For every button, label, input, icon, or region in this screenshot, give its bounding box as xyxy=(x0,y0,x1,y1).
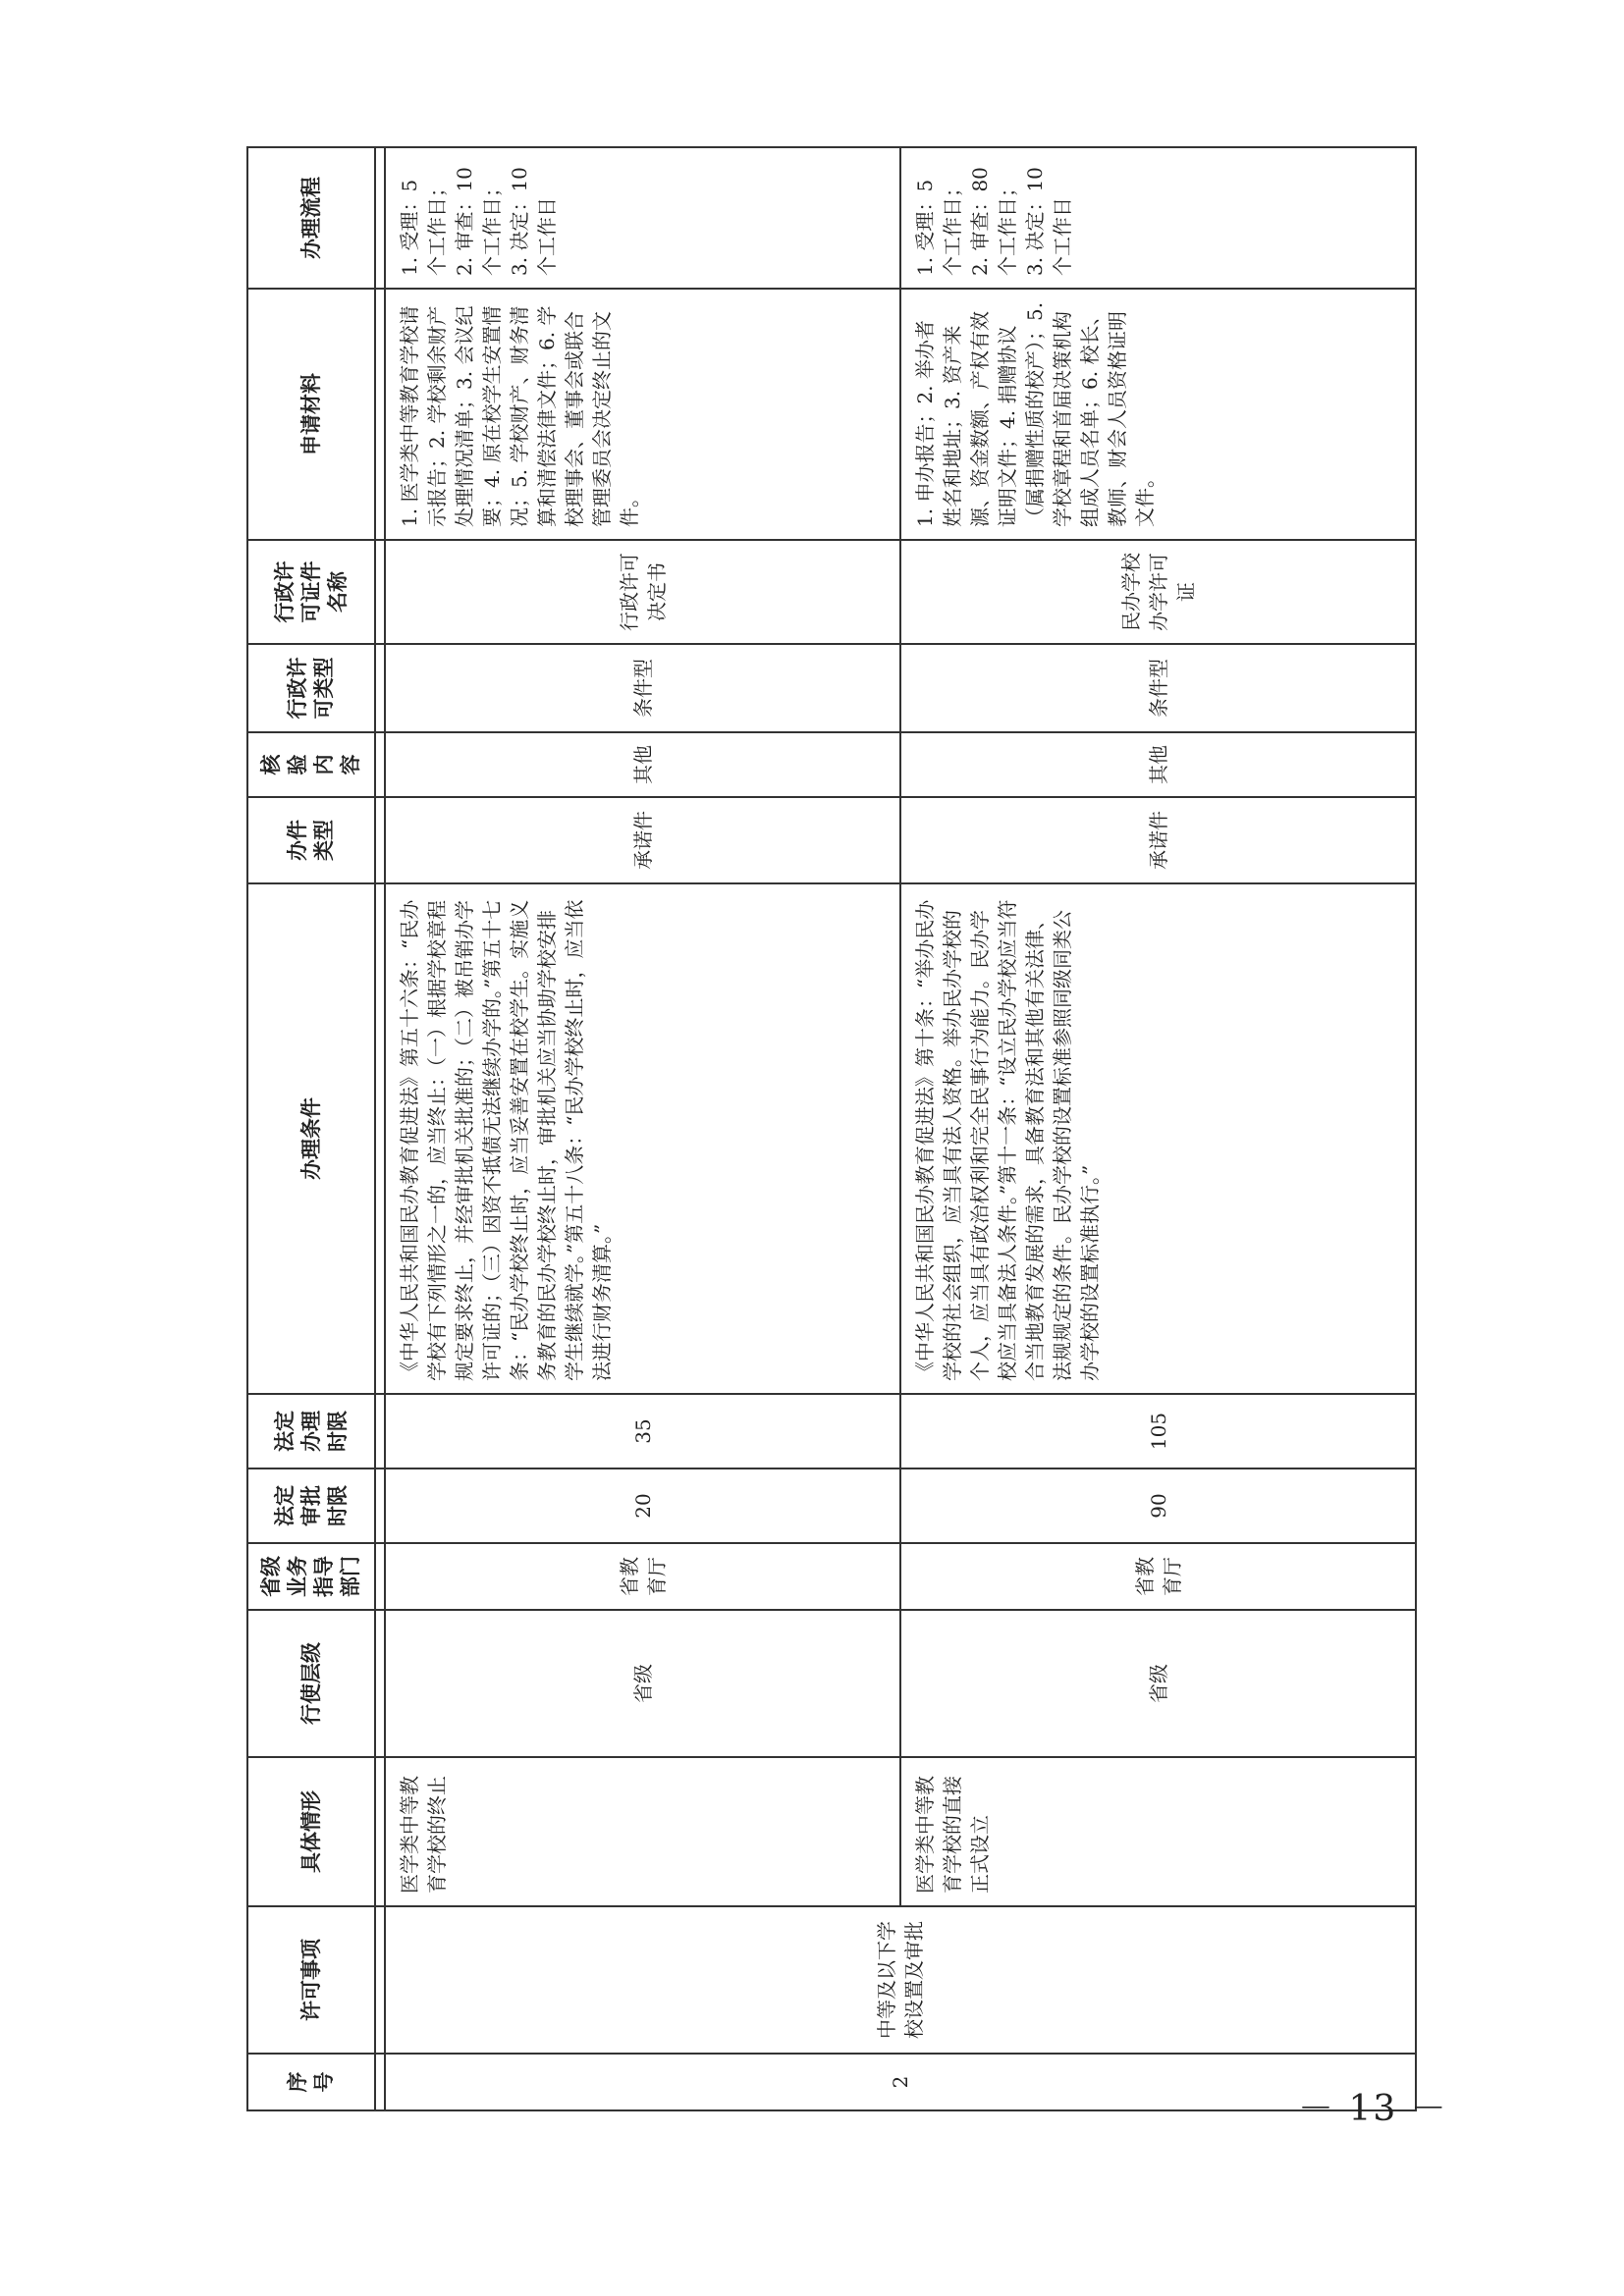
header-process-limit: 法定办理时限 xyxy=(247,1394,375,1468)
row-materials: 1. 申办报告；2. 举办者姓名和地址；3. 资产来源、资金数额、产权有效证明文件；4. 捐赠协议（属捐赠性质的校产）；5. 学校章程和首届决策机构组成人员名单；6. 校长、教师、财会人员资格证明文件。 xyxy=(900,289,1416,540)
row-situation: 医学类中等教育学校的直接正式设立 xyxy=(900,1757,1416,1906)
row-verify: 其他 xyxy=(900,732,1416,797)
header-materials: 申请材料 xyxy=(247,289,375,540)
table-spacer-row xyxy=(375,147,385,2110)
header-permit-type: 行政许可类型 xyxy=(247,644,375,732)
table-header-row xyxy=(247,147,375,2110)
row-level: 省级 xyxy=(385,1610,900,1757)
header-situation: 具体情形 xyxy=(247,1757,375,1906)
header-item: 许可事项 xyxy=(247,1906,375,2054)
row-situation: 医学类中等教育学校的终止 xyxy=(385,1757,900,1906)
header-cert-name: 行政许可证件名称 xyxy=(247,540,375,644)
row-flow: 1. 受理：5 个工作日；2. 审查：80 个工作日；3. 决定：10 个工作日 xyxy=(900,147,1416,289)
header-conditions: 办理条件 xyxy=(247,883,375,1394)
row-approval-limit: 90 xyxy=(900,1468,1416,1543)
table-row xyxy=(385,147,900,2110)
row-flow: 1. 受理：5 个工作日；2. 审查：10 个工作日；3. 决定：10 个工作日 xyxy=(385,147,900,289)
row-level: 省级 xyxy=(900,1610,1416,1757)
row-item: 中等及以下学校设置及审批 xyxy=(385,1906,1416,2054)
permit-table-rotated xyxy=(246,167,1385,2111)
row-conditions: 《中华人民共和国民办教育促进法》第十条：“举办民办学校的社会组织，应当具有法人资格。举办民办学校的个人，应当具有政治权利和完全民事行为能力。民办学校应当具备法人条件。”第十一条：“设立民办学校应当符合当地教育发展的需求，具备教育法和其他有关法律、法规规定的条件。民办学校的设置标准参照同级同类公办学校的设置标准执行。” xyxy=(900,883,1416,1394)
row-approval-limit: 20 xyxy=(385,1468,900,1543)
header-level: 行使层级 xyxy=(247,1610,375,1757)
row-materials: 1. 医学类中等教育学校请示报告；2. 学校剩余财产处理情况清单；3. 会议纪要；4. 原在校学生安置情况；5. 学校财产、财务清算和清偿法律文件；6. 学校理事会、董事会或联合管理委员会决定终止的文件。 xyxy=(385,289,900,540)
row-case-type: 承诺件 xyxy=(385,797,900,883)
row-cert-name: 民办学校办学许可证 xyxy=(900,540,1416,644)
row-permit-type: 条件型 xyxy=(900,644,1416,732)
page-number: － 13 － xyxy=(1298,2089,1448,2129)
header-verify: 核验内容 xyxy=(247,732,375,797)
row-process-limit: 35 xyxy=(385,1394,900,1468)
row-verify: 其他 xyxy=(385,732,900,797)
row-permit-type: 条件型 xyxy=(385,644,900,732)
permit-table xyxy=(246,146,1417,2111)
row-dept: 省教育厅 xyxy=(385,1543,900,1610)
header-flow: 办理流程 xyxy=(247,147,375,289)
header-approval-limit: 法定审批时限 xyxy=(247,1468,375,1543)
row-cert-name: 行政许可决定书 xyxy=(385,540,900,644)
header-case-type: 办件类型 xyxy=(247,797,375,883)
header-dept: 省级业务指导部门 xyxy=(247,1543,375,1610)
header-seq: 序号 xyxy=(247,2054,375,2110)
row-process-limit: 105 xyxy=(900,1394,1416,1468)
row-dept: 省教育厅 xyxy=(900,1543,1416,1610)
row-seq: 2 xyxy=(385,2054,1416,2110)
table-row xyxy=(900,147,1416,2110)
row-case-type: 承诺件 xyxy=(900,797,1416,883)
row-conditions: 《中华人民共和国民办教育促进法》第五十六条：“民办学校有下列情形之一的，应当终止：（一）根据学校章程规定要求终止，并经审批机关批准的；（二）被吊销办学许可证的；（三）因资不抵债无法继续办学的。”第五十七条：“民办学校终止时，应当妥善安置在校学生。实施义务教育的民办学校终止时，审批机关应当协助学校安排学生继续就学。”第五十八条：“民办学校终止时，应当依法进行财务清算。” xyxy=(385,883,900,1394)
